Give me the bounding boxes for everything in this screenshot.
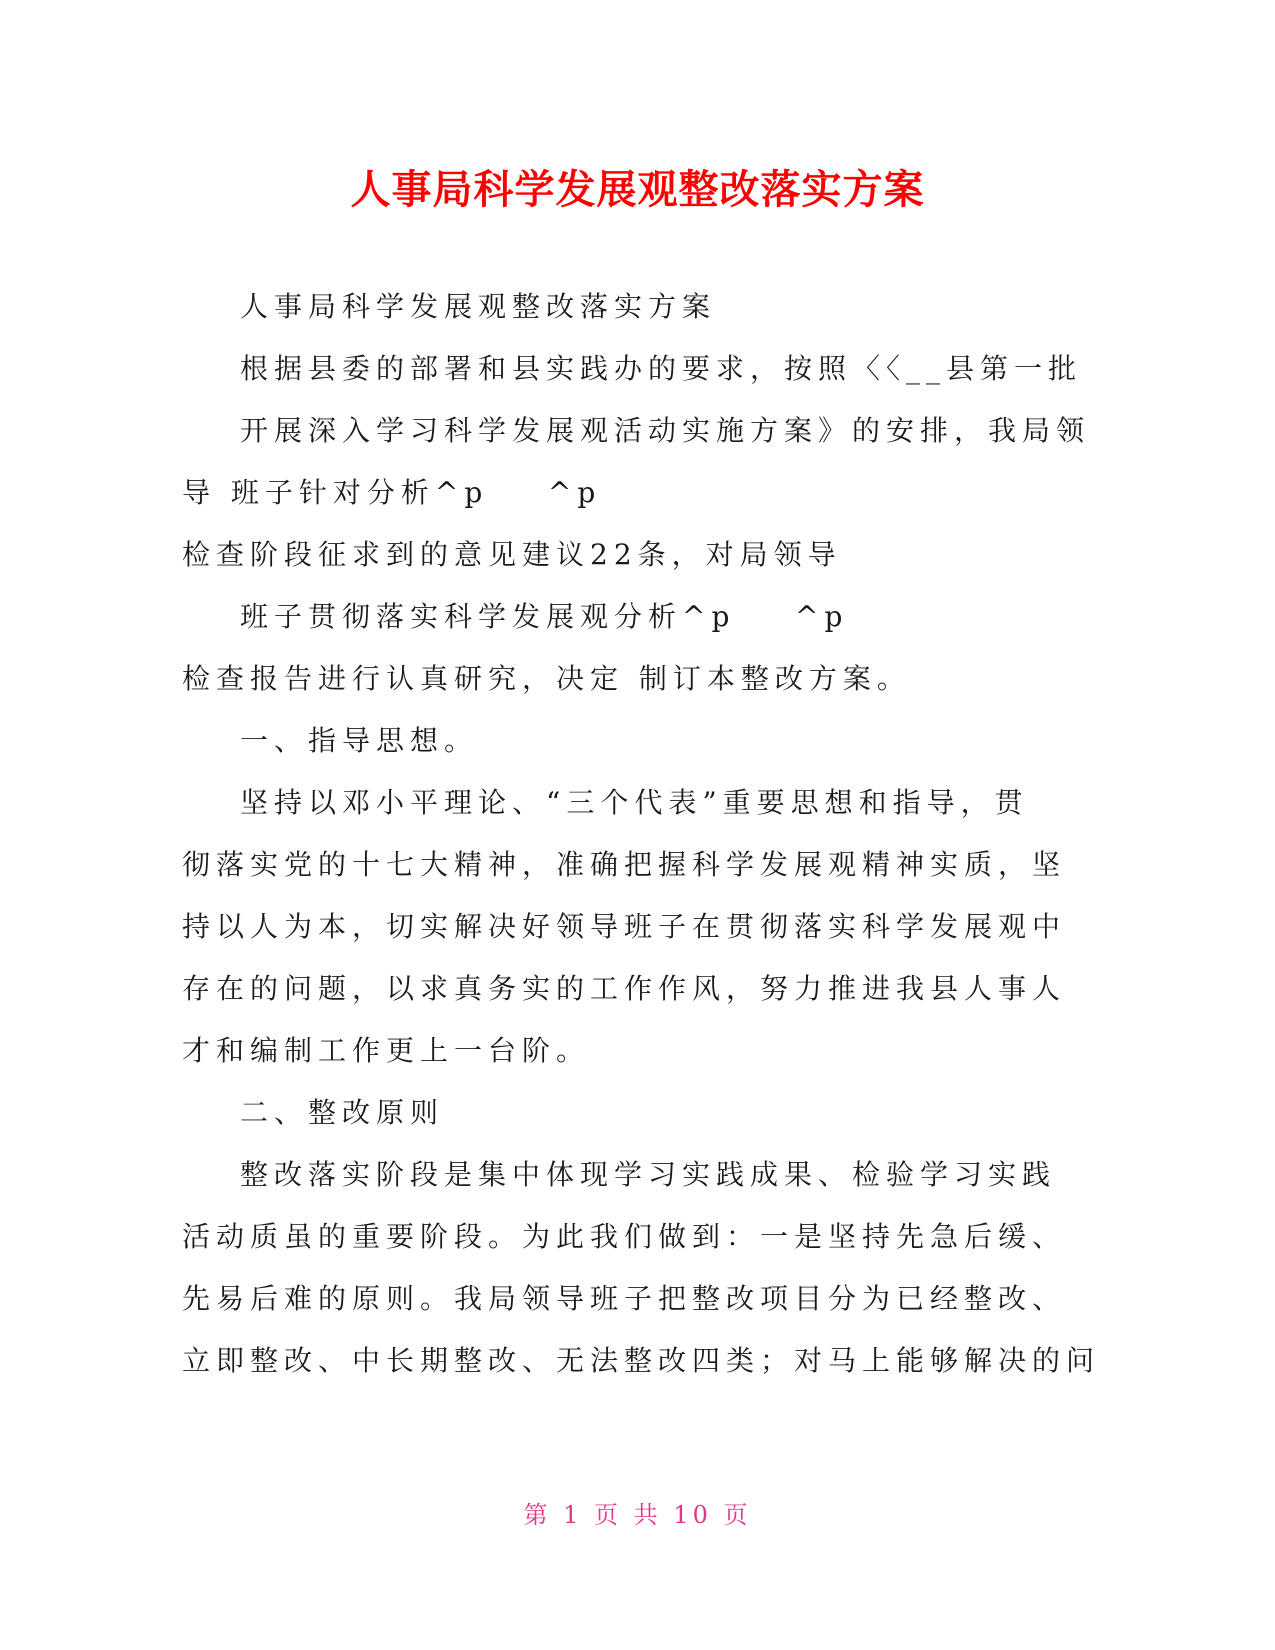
body-line-6: 班子贯彻落实科学发展观分析^p ^p	[240, 600, 849, 633]
body-line-3: 开展深入学习科学发展观活动实施方案》的安排，我局领	[240, 414, 1091, 447]
body-line-2: 根据县委的部署和县实践办的要求，按照〈〈__县第一批	[240, 352, 1083, 385]
body-line-10: 彻落实党的十七大精神，准确把握科学发展观精神实质，坚	[182, 848, 1067, 881]
body-line-16: 活动质虽的重要阶段。为此我们做到：一是坚持先急后缓、	[182, 1220, 1067, 1253]
body-line-13: 才和编制工作更上一台阶。	[182, 1034, 591, 1067]
document-title: 人事局科学发展观整改落实方案	[350, 167, 925, 213]
body-line-15: 整改落实阶段是集中体现学习实践成果、检验学习实践	[240, 1158, 1057, 1191]
body-line-4: 导 班子针对分析^p ^p	[182, 476, 602, 509]
page-number-footer: 第 1 页 共 10 页	[523, 1501, 752, 1529]
body-line-12: 存在的问题，以求真务实的工作作风，努力推进我县人事人	[182, 972, 1067, 1005]
body-line-18: 立即整改、中长期整改、无法整改四类；对马上能够解决的问	[182, 1344, 1101, 1377]
body-line-9: 坚持以邓小平理论、“三个代表”重要思想和指导，贯	[240, 786, 1029, 819]
body-line-1: 人事局科学发展观整改落实方案	[240, 290, 717, 323]
body-line-5: 检查阶段征求到的意见建议22条，对局领导	[182, 538, 842, 571]
body-line-11: 持以人为本，切实解决好领导班子在贯彻落实科学发展观中	[182, 910, 1067, 943]
section-heading-2: 二、整改原则	[240, 1096, 445, 1129]
section-heading-1: 一、指导思想。	[240, 724, 479, 757]
body-line-7: 检查报告进行认真研究，决定 制订本整改方案。	[182, 662, 911, 695]
body-line-17: 先易后难的原则。我局领导班子把整改项目分为已经整改、	[182, 1282, 1067, 1315]
